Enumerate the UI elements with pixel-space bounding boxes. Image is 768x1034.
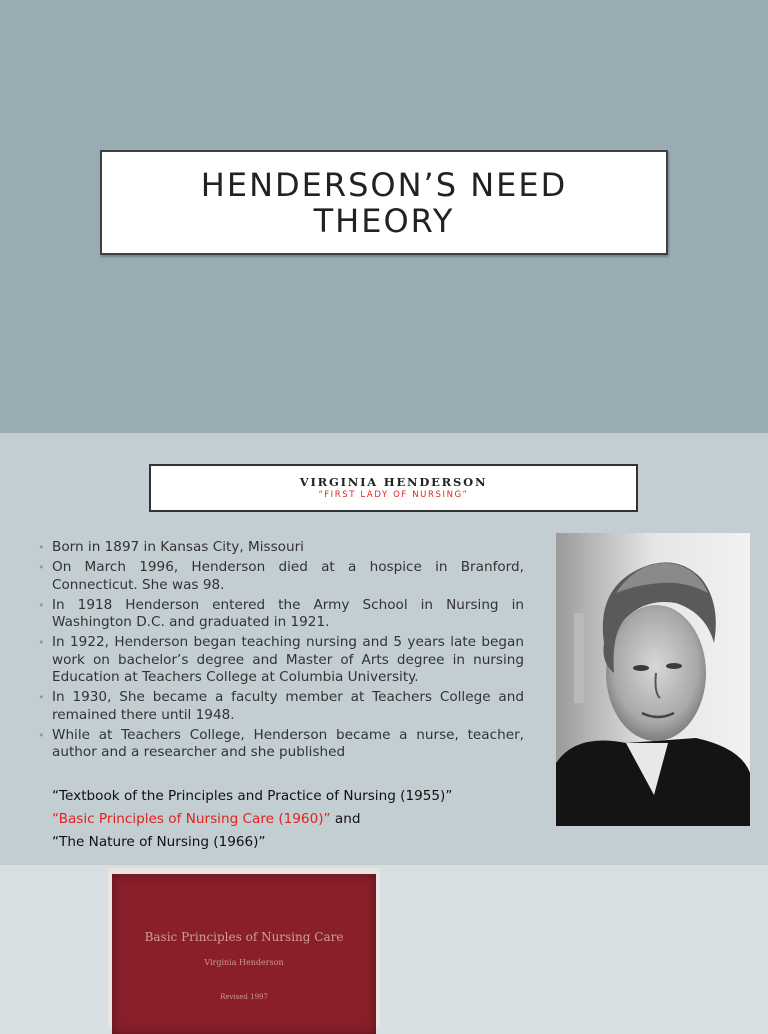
publications-list: [52, 785, 522, 854]
book-title: Basic Principles of Nursing Care: [144, 930, 344, 944]
bullet-icon: •: [38, 728, 45, 742]
list-item-text: While at Teachers College, Henderson became a nurse, teacher, author and a researcher and she published: [52, 726, 524, 760]
publication-3: “The Nature of Nursing (1966)”: [52, 834, 266, 850]
list-item: [38, 727, 524, 762]
list-item: [38, 634, 524, 687]
publication-2-suffix: and: [330, 811, 361, 827]
portrait-image-icon: [556, 533, 750, 826]
biography-list: [38, 539, 524, 764]
list-item-text: In 1922, Henderson began teaching nursing and 5 years late began work on bachelor’s degree and Master of Arts degree in nursing Education at Teachers College at Columbia University.: [52, 634, 524, 685]
publication-2: [52, 808, 522, 831]
list-item: [38, 559, 524, 594]
list-item-text: On March 1996, Henderson died at a hospice in Branford, Connecticut. She was 98.: [52, 559, 524, 593]
bullet-icon: •: [38, 636, 45, 649]
list-item: [38, 539, 524, 557]
list-item-text: Born in 1897 in Kansas City, Missouri: [52, 539, 304, 555]
bullet-icon: •: [38, 598, 45, 612]
title-slide: [0, 0, 768, 433]
name-box: [149, 464, 638, 512]
book-slide: [0, 865, 768, 1024]
book-author: Virginia Henderson: [204, 958, 284, 967]
book-photo: [108, 868, 380, 1028]
biography-slide: [0, 433, 768, 865]
slide-title: HENDERSON’S NEED THEORY: [200, 165, 568, 240]
bullet-icon: •: [38, 561, 45, 574]
list-item-text: In 1918 Henderson entered the Army School in Nursing in Washington D.C. and graduated in 1921.: [52, 596, 524, 630]
book-edition: Revised 1997: [220, 993, 268, 1001]
publication-2-title: “Basic Principles of Nursing Care (1960)”: [52, 811, 331, 827]
portrait-photo: [556, 533, 750, 826]
title-box: [100, 150, 668, 255]
person-name: VIRGINIA HENDERSON: [299, 475, 488, 489]
person-epithet: “FIRST LADY OF NURSING”: [318, 490, 469, 500]
list-item: [38, 597, 524, 632]
publication-1: “Textbook of the Principles and Practice of Nursing (1955)”: [52, 788, 453, 804]
bullet-icon: •: [38, 541, 45, 554]
book-cover: [112, 874, 376, 1034]
list-item-text: In 1930, She became a faculty member at Teachers College and remained there until 1948.: [52, 689, 524, 723]
list-item: [38, 689, 524, 724]
bullet-icon: •: [38, 691, 45, 704]
